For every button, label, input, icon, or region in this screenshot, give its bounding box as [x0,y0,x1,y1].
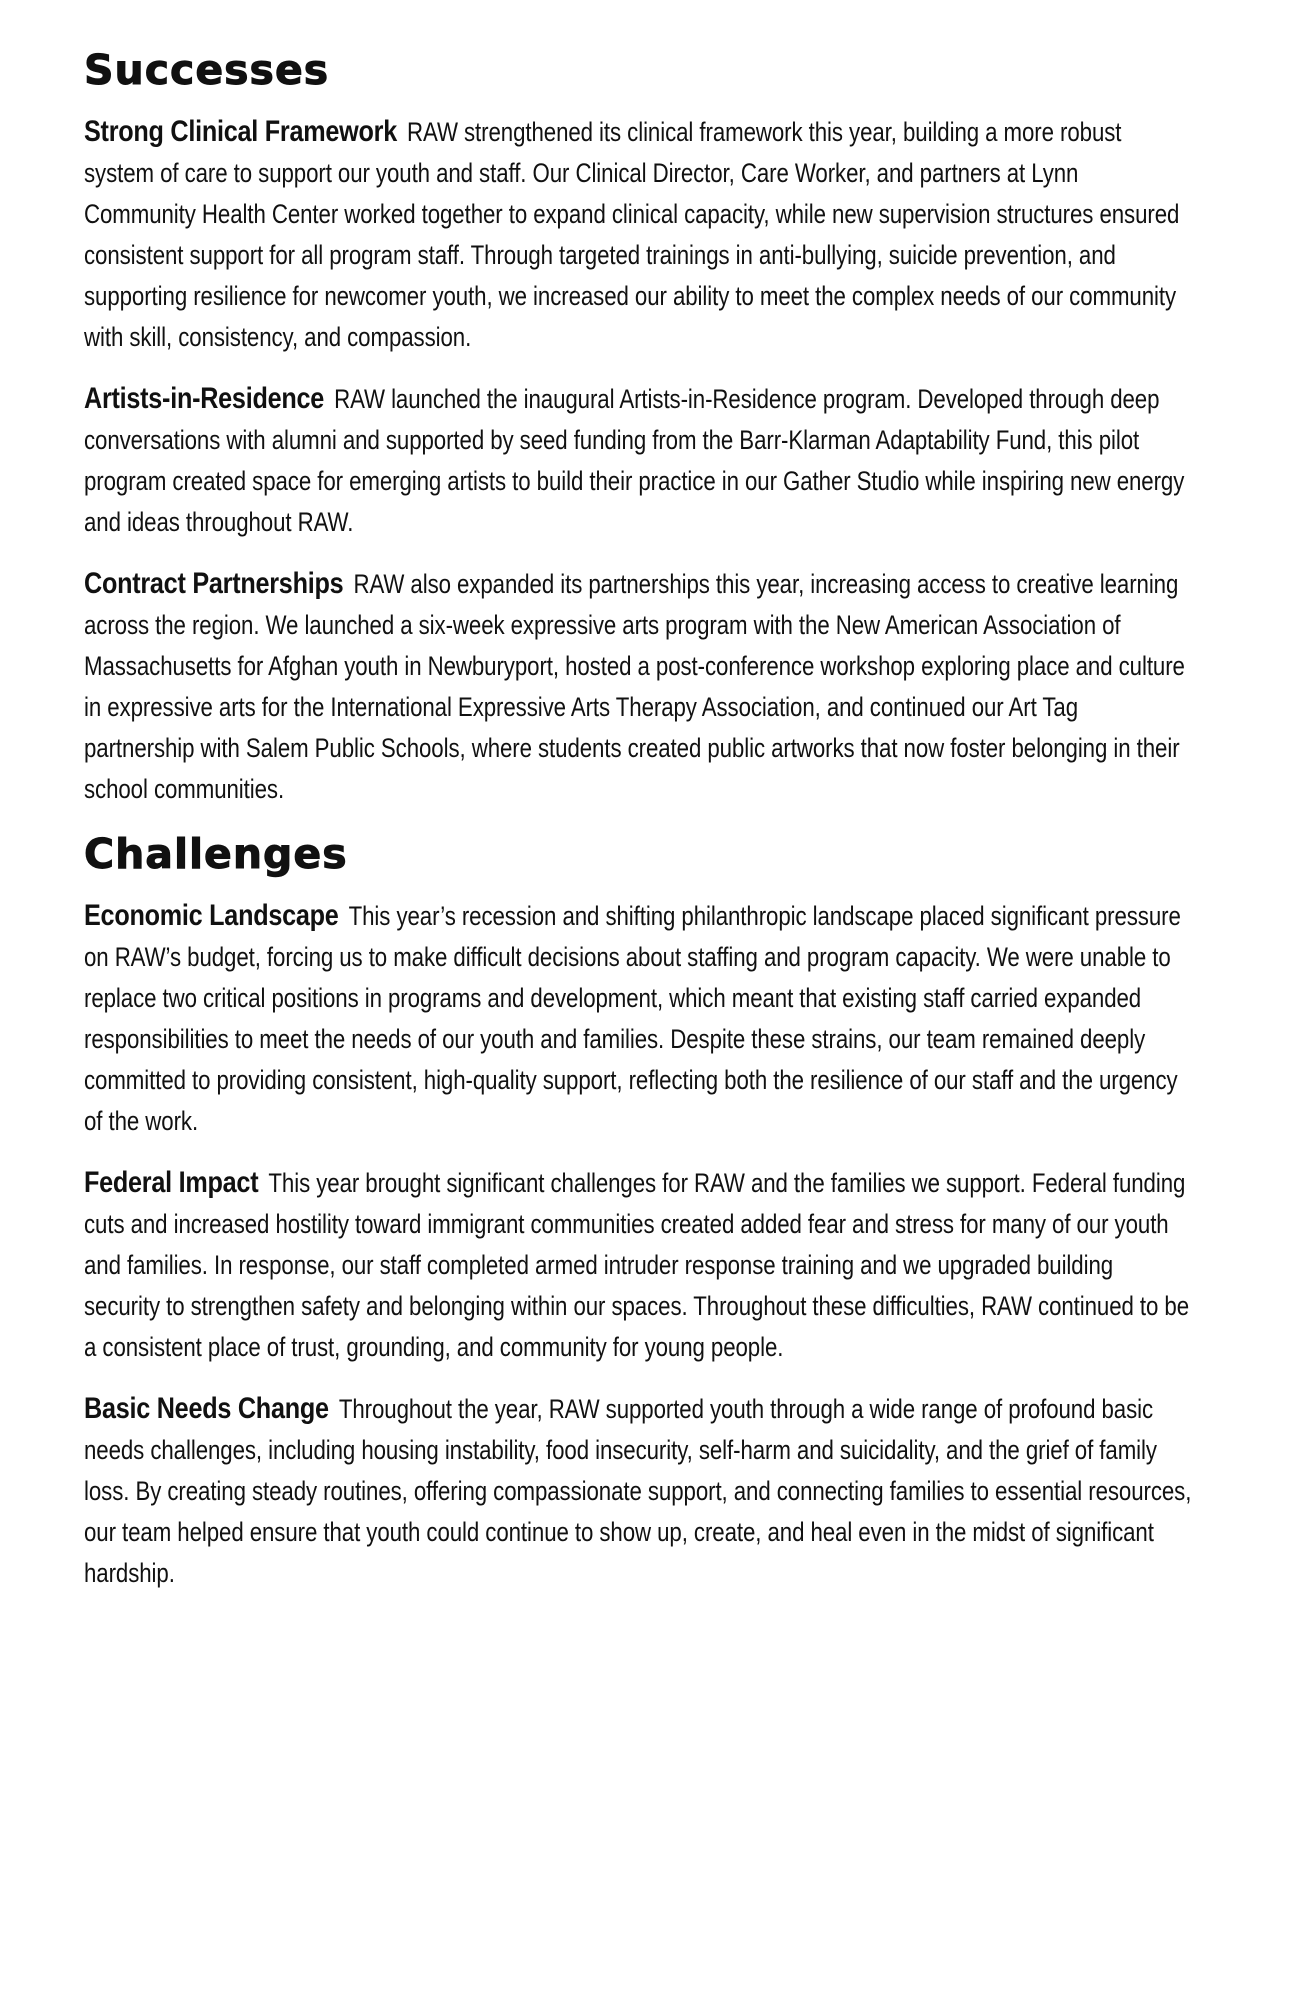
document-page [84,48,1214,1614]
entry-body: This year’s recession and shifting philanthropic landscape placed significant pressure on RAW’s budget, forcing us to make difficult decisions about staffing and program capacity. We were unable to replace two critical positions in programs and development, which meant that existing staff carried expanded responsibilities to meet the needs of our youth and families. Despite these strains, our team remained deeply committed to providing consistent, high-quality support, reflecting both the resilience of our staff and the urgency of the work. [84,901,1181,1137]
entry-body: RAW also expanded its partnerships this year, increasing access to creative learning across the region. We launched a six-week expressive arts program with the New American Association of Massachusetts for Afghan youth in Newburyport, hosted a post-conference workshop exploring place and culture in expressive arts for the International Expressive Arts Therapy Association, and continued our Art Tag partnership with Salem Public Schools, where students created public artworks that now foster belonging in their school communities. [84,569,1185,805]
entry-body: This year brought significant challenges for RAW and the families we support. Federal funding cuts and increased hostility toward immigrant communities created added fear and stress for many of our youth and families. In response, our staff completed armed intruder response training and we upgraded building security to strengthen safety and belonging within our spaces. Throughout these difficulties, RAW continued to be a consistent place of trust, grounding, and community for young people. [84,1168,1190,1363]
challenges-heading: Challenges [84,830,348,879]
entry-title: Strong Clinical Framework [84,115,397,149]
success-entry-contract-partnerships [84,563,1193,810]
successes-heading: Successes [84,46,330,94]
challenge-entry-basic-needs-change [84,1388,1193,1594]
entry-body: RAW launched the inaugural Artists-in-Residence program. Developed through deep conversations with alumni and supported by seed funding from the Barr-Klarman Adaptability Fund, this pilot program created space for emerging artists to build their practice in our Gather Studio while inspiring new energy and ideas throughout RAW. [84,384,1185,538]
success-entry-clinical-framework [84,111,1193,358]
entry-body: RAW strengthened its clinical framework this year, building a more robust system of care to support our youth and staff. Our Clinical Director, Care Worker, and partners at Lynn Community Health Center worked together to expand clinical capacity, while new supervision structures ensured consistent support for all program staff. Through targeted trainings in anti-bullying, suicide prevention, and supporting resilience for newcomer youth, we increased our ability to meet the complex needs of our community with skill, consistency, and compassion. [84,117,1180,353]
entry-body: Throughout the year, RAW supported youth through a wide range of profound basic needs challenges, including housing instability, food insecurity, self-harm and suicidality, and the grief of family loss. By creating steady routines, offering compassionate support, and connecting families to essential resources, our team helped ensure that youth could continue to show up, create, and heal even in the midst of significant hardship. [84,1394,1192,1589]
entry-title: Economic Landscape [84,899,339,933]
entry-title: Artists-in-Residence [84,382,325,416]
entry-title: Contract Partnerships [84,567,344,601]
challenge-entry-federal-impact [84,1162,1193,1368]
challenge-entry-economic-landscape [84,895,1193,1142]
success-entry-artists-in-residence [84,378,1193,543]
entry-title: Federal Impact [84,1166,259,1200]
entry-title: Basic Needs Change [84,1392,329,1426]
